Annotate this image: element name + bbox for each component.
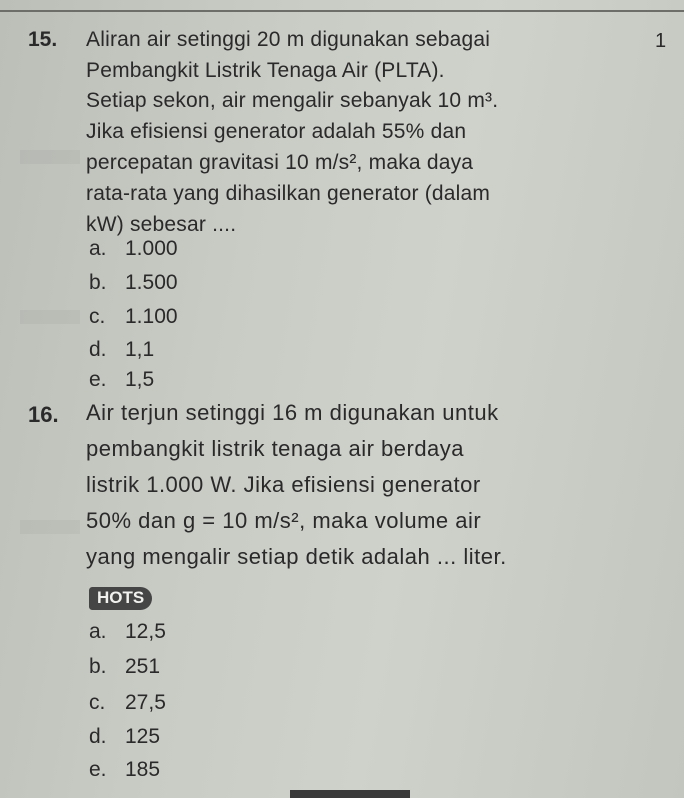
question-number: 16.: [28, 402, 59, 427]
question-text-line: pembangkit listrik tenaga air berdaya: [86, 436, 465, 461]
option-letter: d.: [89, 338, 107, 361]
question-number: 15.: [28, 28, 58, 51]
question-text-line: 50% dan g = 10 m/s², maka volume air: [86, 508, 482, 533]
question-text-line: percepatan gravitasi 10 m/s², maka daya: [86, 151, 474, 174]
option-letter: a.: [89, 237, 107, 260]
option-letter: c.: [89, 305, 106, 328]
option-letter: b.: [89, 655, 107, 678]
option-letter: b.: [89, 271, 107, 294]
margin-mark: 1: [655, 30, 667, 52]
option-value: 1.500: [125, 271, 178, 294]
question-text-line: Air terjun setinggi 16 m digunakan untuk: [86, 400, 499, 425]
question-text-line: rata-rata yang dihasilkan generator (dalam: [86, 182, 491, 205]
option-value: 27,5: [125, 691, 166, 714]
bleed-through-mark: [20, 520, 80, 534]
option-letter: a.: [89, 620, 107, 643]
option-value: 1,5: [125, 368, 155, 391]
answer-option: [89, 758, 160, 782]
option-value: 1,1: [125, 338, 155, 361]
hots-badge: HOTS: [89, 587, 152, 610]
question-text-line: Setiap sekon, air mengalir sebanyak 10 m³.: [86, 89, 499, 112]
option-value: 1.000: [125, 237, 178, 260]
page-top-rule: [0, 10, 684, 12]
question-text-line: kW) sebesar ....: [86, 213, 237, 236]
answer-option: [89, 725, 160, 749]
option-letter: e.: [89, 758, 107, 781]
answer-option: [89, 691, 166, 715]
bleed-through-mark: [20, 310, 80, 324]
answer-option: [89, 620, 166, 644]
answer-option: [89, 271, 178, 295]
option-value: 125: [125, 725, 161, 748]
answer-option: [89, 368, 154, 392]
option-value: 12,5: [125, 620, 166, 643]
option-value: 185: [125, 758, 161, 781]
question-text-line: Jika efisiensi generator adalah 55% dan: [86, 120, 467, 143]
question-text-line: Aliran air setinggi 20 m digunakan sebagai: [86, 28, 491, 51]
option-value: 251: [125, 655, 161, 678]
option-letter: c.: [89, 691, 106, 714]
option-letter: d.: [89, 725, 107, 748]
answer-option: [89, 305, 178, 329]
question-text-line: yang mengalir setiap detik adalah ... liter.: [86, 544, 507, 569]
question-text-line: listrik 1.000 W. Jika efisiensi generator: [86, 472, 481, 497]
answer-option: [89, 237, 178, 261]
question-text-line: Pembangkit Listrik Tenaga Air (PLTA).: [86, 59, 445, 82]
option-value: 1.100: [125, 305, 178, 328]
page-edge-shadow: [290, 790, 410, 798]
answer-option: [89, 655, 160, 679]
answer-option: [89, 338, 154, 362]
bleed-through-mark: [20, 150, 80, 164]
option-letter: e.: [89, 368, 107, 391]
